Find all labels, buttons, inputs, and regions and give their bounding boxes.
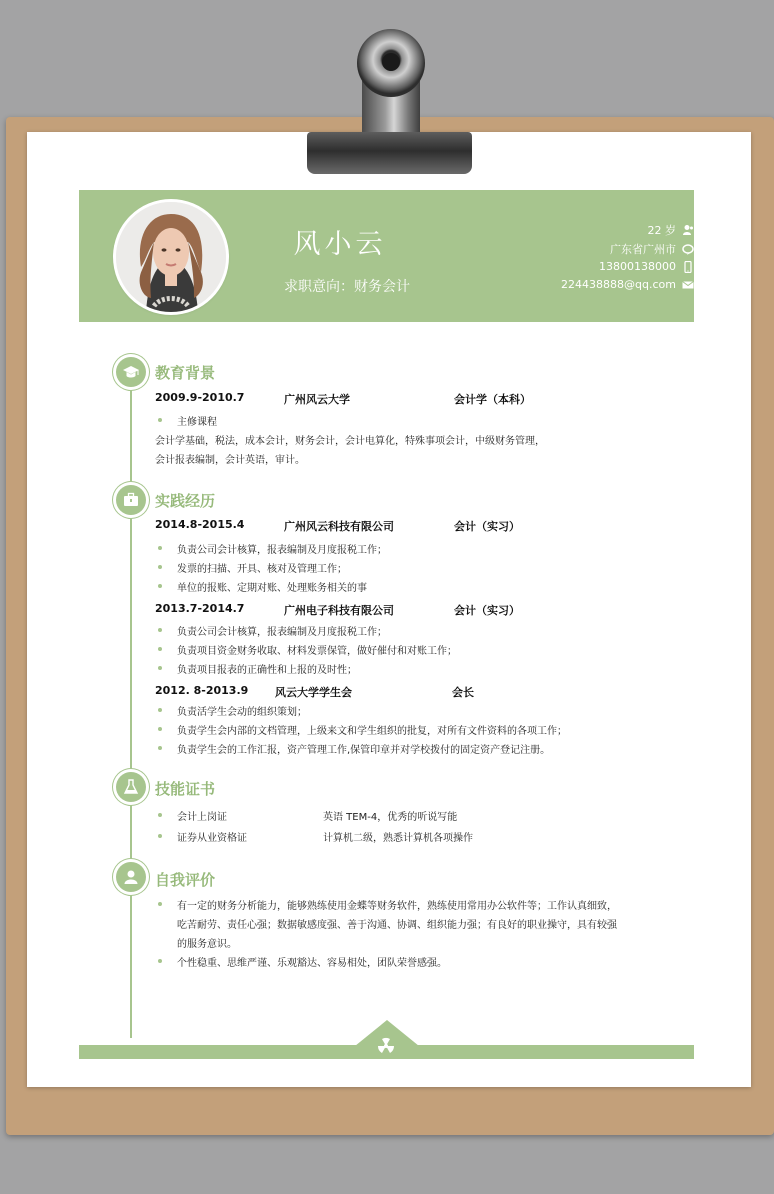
- job1-role: 会计（实习）: [454, 520, 520, 533]
- edu-courses-line1: 会计学基础，税法，成本会计，财务会计，会计电算化，特殊事项会计，中级财务管理，: [155, 436, 545, 447]
- skill2-name: 证券从业资格证: [177, 833, 247, 844]
- job1-item1: 负责公司会计核算，报表编制及月度报税工作；: [177, 545, 387, 556]
- avatar: [116, 202, 226, 312]
- job2-item1: 负责公司会计核算，报表编制及月度报税工作；: [177, 627, 387, 638]
- job2-item2: 负责项目资金财务收取、材料发票保管，做好催付和对账工作；: [177, 646, 457, 657]
- self-p1-line3: 的服务意识。: [177, 939, 237, 950]
- radiation-icon: [375, 1035, 397, 1057]
- job2-period: 2013.7-2014.7: [155, 602, 245, 615]
- bullet-dot: [158, 565, 162, 569]
- skill2-desc: 计算机二级，熟悉计算机各项操作: [323, 833, 473, 844]
- job-intent: 求职意向：财务会计: [284, 279, 410, 295]
- self-p1-line2: 吃苦耐劳、责任心强；数据敏感度强、善于沟通、协调、组织能力强；有良好的职业操守，具有较强: [177, 920, 617, 931]
- edu-major: 会计学（本科）: [454, 393, 531, 406]
- edu-school: 广州风云大学: [284, 393, 350, 406]
- job3-item1: 负责活学生会动的组织策划；: [177, 707, 307, 718]
- education-section-icon: [116, 357, 146, 387]
- bullet-dot: [158, 708, 162, 712]
- job1-item2: 发票的扫描、开具、核对及管理工作；: [177, 564, 347, 575]
- job1-item3: 单位的报账、定期对账、处理账务相关的事: [177, 583, 367, 594]
- job3-period: 2012. 8-2013.9: [155, 684, 249, 697]
- bullet-dot: [158, 584, 162, 588]
- bullet-dot: [158, 666, 162, 670]
- self-p1-line1: 有一定的财务分析能力，能够熟练使用金蝶等财务软件，熟练使用常用办公软件等；工作认真细致，: [177, 901, 617, 912]
- edu-courses-line2: 会计报表编制，会计英语，审计。: [155, 455, 305, 466]
- bullet-dot: [158, 628, 162, 632]
- job3-role: 会长: [452, 686, 474, 699]
- location-row: [610, 241, 694, 257]
- phone-icon: [682, 261, 694, 273]
- self-section-icon: [116, 862, 146, 892]
- bullet-dot: [158, 746, 162, 750]
- skill1-desc: 英语 TEM-4，优秀的听说写能: [323, 812, 458, 823]
- self-p2: 个性稳重、思维严谨、乐观豁达、容易相处，团队荣誉感强。: [177, 958, 447, 969]
- user-icon: [122, 868, 140, 886]
- age-row: [648, 222, 695, 238]
- timeline-line: [130, 378, 132, 1038]
- location-text: 广东省广州市: [610, 243, 676, 256]
- education-title: 教育背景: [155, 364, 216, 382]
- phone-row: [599, 260, 694, 273]
- bullet-dot: [158, 959, 162, 963]
- job1-org: 广州风云科技有限公司: [284, 520, 394, 533]
- job2-org: 广州电子科技有限公司: [284, 604, 394, 617]
- bullet-dot: [158, 902, 162, 906]
- bullet-dot: [158, 418, 162, 422]
- job3-item3: 负责学生会的工作汇报，资产管理工作,保管印章并对学校拨付的固定资产登记注册。: [177, 745, 551, 756]
- mail-icon: [682, 279, 694, 291]
- location-pin-icon: [682, 243, 694, 255]
- job3-org: 风云大学学生会: [275, 686, 352, 699]
- skills-section-icon: [116, 772, 146, 802]
- age-text: 22 岁: [647, 224, 676, 237]
- person-icon: [682, 224, 694, 236]
- skill1-name: 会计上岗证: [177, 812, 227, 823]
- email-text: 224438888@qq.com: [561, 278, 676, 291]
- self-title: 自我评价: [155, 871, 216, 889]
- flask-icon: [122, 778, 140, 796]
- job2-role: 会计（实习）: [454, 604, 520, 617]
- bullet-dot: [158, 834, 162, 838]
- edu-bullet: 主修课程: [177, 417, 217, 428]
- candidate-name: 风小云: [293, 229, 387, 260]
- job1-period: 2014.8-2015.4: [155, 518, 245, 531]
- briefcase-icon: [122, 491, 140, 509]
- bullet-dot: [158, 813, 162, 817]
- job3-item2: 负责学生会内部的文档管理，上级来文和学生组织的批复，对所有文件资料的各项工作；: [177, 726, 567, 737]
- bullet-dot: [158, 546, 162, 550]
- skills-title: 技能证书: [155, 780, 216, 798]
- practice-section-icon: [116, 485, 146, 515]
- binder-clip-base: [307, 132, 472, 174]
- bullet-dot: [158, 727, 162, 731]
- edu-period: 2009.9-2010.7: [155, 391, 245, 404]
- bullet-dot: [158, 647, 162, 651]
- binder-clip-hole: [382, 53, 400, 71]
- email-row: [561, 278, 694, 291]
- phone-text: 13800138000: [599, 260, 676, 273]
- graduation-cap-icon: [122, 363, 140, 381]
- job2-item3: 负责项目报表的正确性和上报的及时性；: [177, 665, 357, 676]
- practice-title: 实践经历: [155, 492, 216, 510]
